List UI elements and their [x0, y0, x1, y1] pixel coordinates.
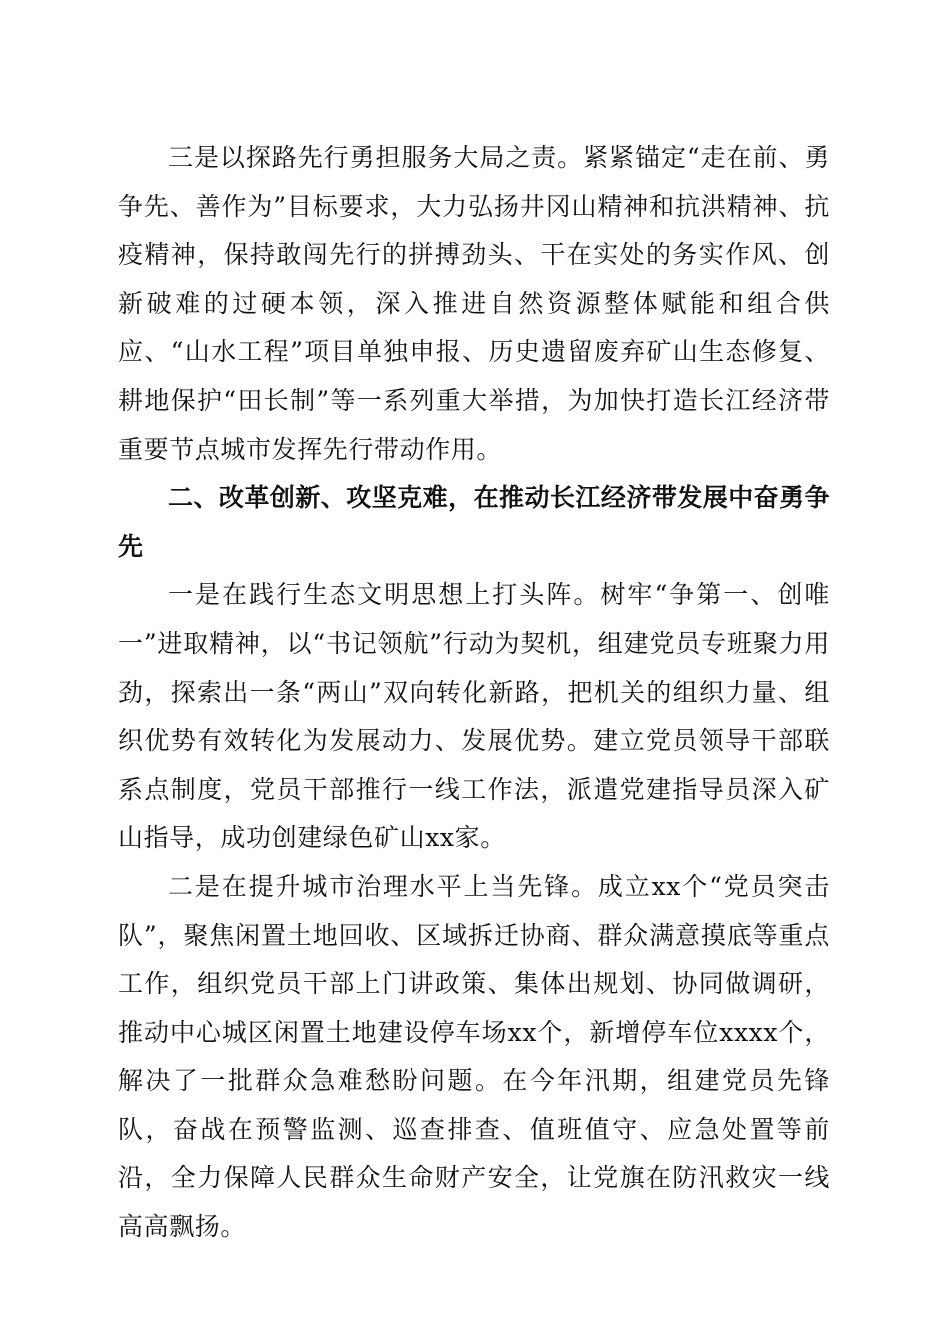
section-heading-2: 二、改革创新、攻坚克难，在推动长江经济带发展中奋勇争先	[118, 483, 830, 561]
paragraph-1-ecology: 一是在践行生态文明思想上打头阵。树牢“争第一、创唯一”进取精神，以“书记领航”行动为契机，组建党员专班聚力用劲，探索出一条“两山”双向转化新路，把机关的组织力量、组织优势有效转化为发展动力、发展优势。建立党员领导干部联系点制度，党员干部推行一线工作法，派遣党建指导员深入矿山指导，成功创建绿色矿山xx家。	[118, 580, 830, 853]
paragraph-2-city-governance: 二是在提升城市治理水平上当先锋。成立xx个“党员突击队”，聚焦闲置土地回收、区域拆迁协商、群众满意摸底等重点工作，组织党员干部上门讲政策、集体出规划、协同做调研，推动中心城区闲置土地建设停车场xx个，新增停车位xxxx个，解决了一批群众急难愁盼问题。在今年汛期，组建党员先锋队，奋战在预警监测、巡查排查、值班值守、应急处置等前沿，全力保障人民群众生命财产安全，让党旗在防汛救灾一线高高飘扬。	[118, 871, 830, 1242]
document-body	[118, 134, 830, 1252]
paragraph-3-service: 三是以探路先行勇担服务大局之责。紧紧锚定“走在前、勇争先、善作为”目标要求，大力弘扬井冈山精神和抗洪精神、抗疫精神，保持敢闯先行的拼搏劲头、干在实处的务实作风、创新破难的过硬本领，深入推进自然资源整体赋能和组合供应、“山水工程”项目单独申报、历史遗留废弃矿山生态修复、耕地保护“田长制”等一系列重大举措，为加快打造长江经济带重要节点城市发挥先行带动作用。	[118, 143, 830, 464]
